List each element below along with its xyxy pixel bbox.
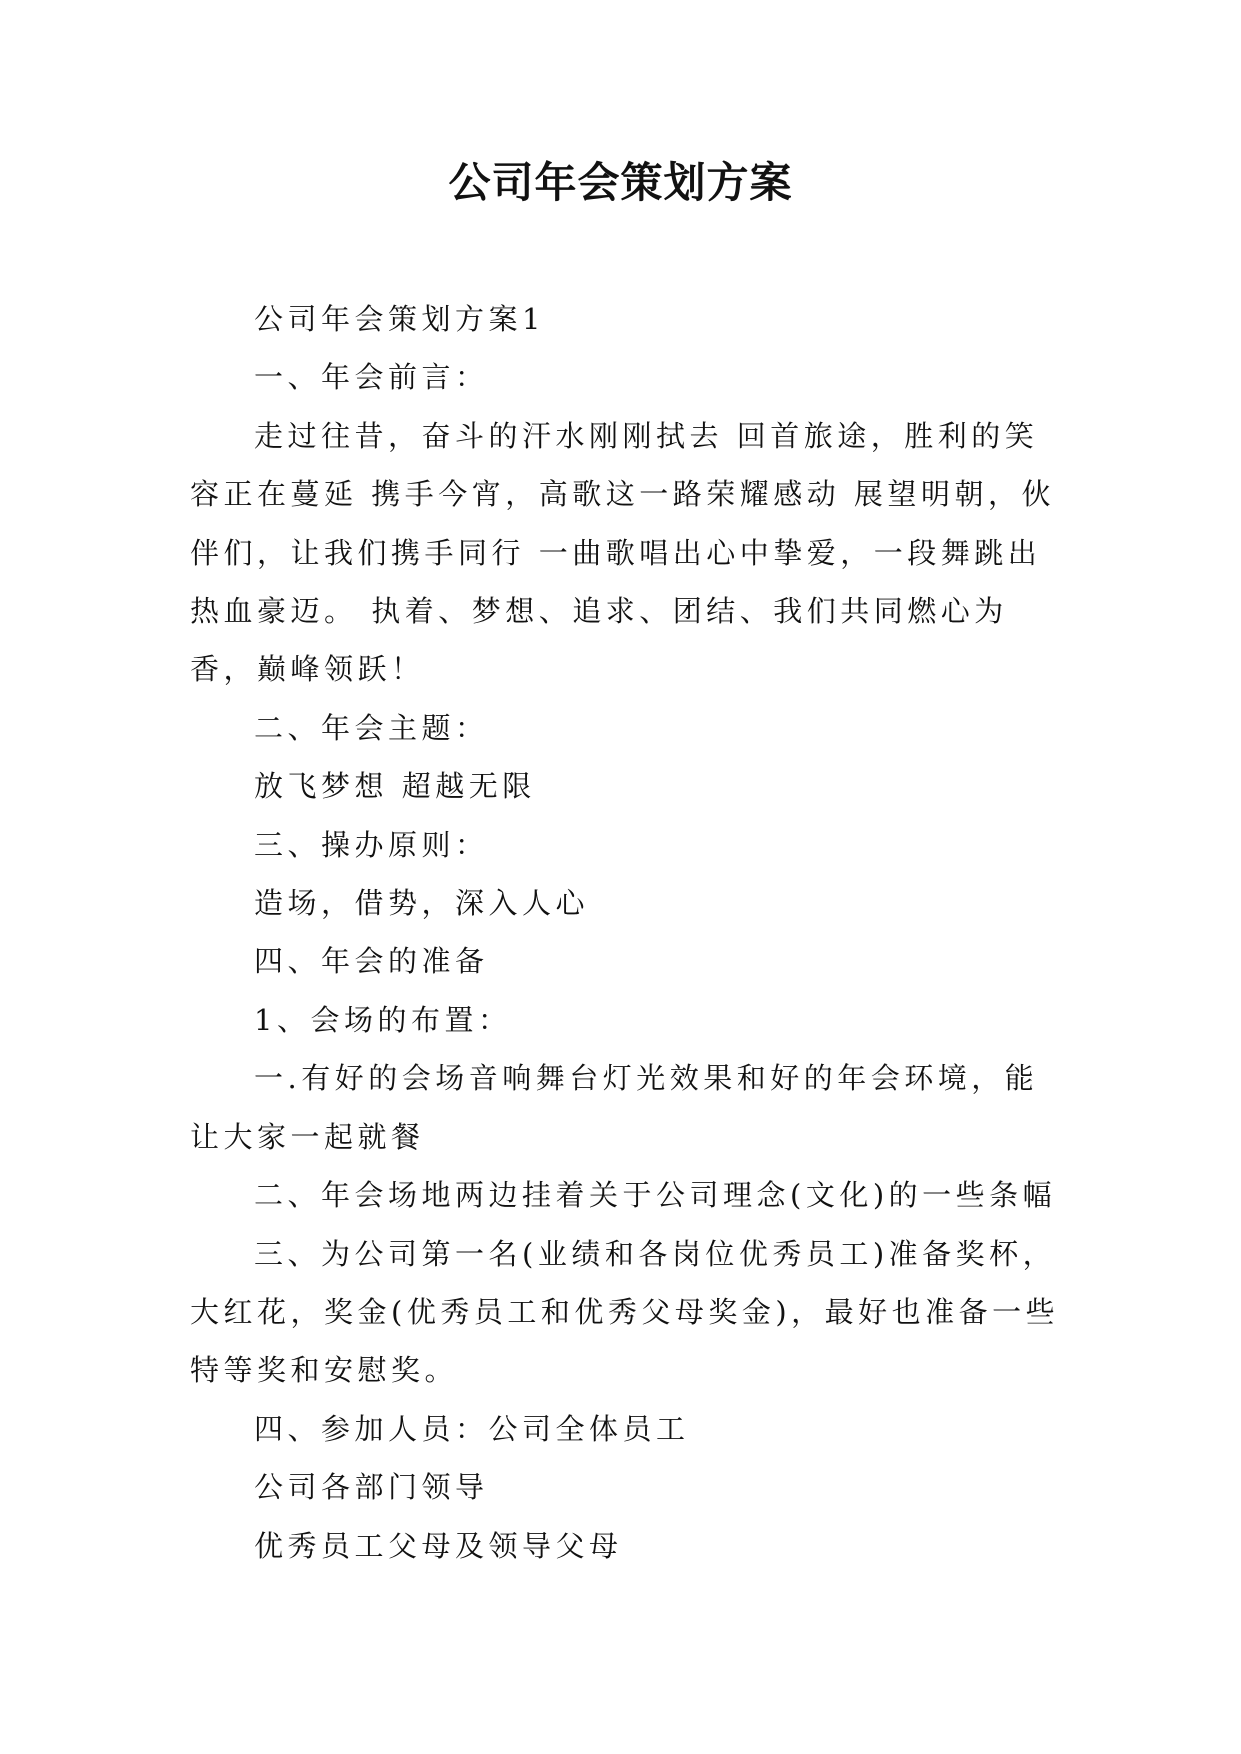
paragraph-preface-text: 走过往昔，奋斗的汗水刚刚拭去 回首旅途，胜利的笑容正在蔓延 携手今宵，高歌这一路荣耀感动 展望明朝，伙伴们，让我们携手同行 一曲歌唱出心中挚爱，一段舞跳出热血豪迈。 执着、梦想、追求、团结、我们共同燃心为香，巅峰领跃！ [190,418,1055,687]
paragraph-principles-text: 造场，借势，深入人心 [254,886,590,921]
document-body [190,290,1062,1575]
paragraph-participants-leaders: 公司各部门领导 [254,1470,489,1505]
paragraph-participants: 四、参加人员：公司全体员工 [254,1411,690,1446]
paragraph-section-preparation: 四、年会的准备 [254,944,489,979]
paragraph-venue-item-3: 三、为公司第一名(业绩和各岗位优秀员工)准备奖杯，大红花，奖金(优秀员工和优秀父母奖金)，最好也准备一些特等奖和安慰奖。 [190,1236,1060,1388]
document-title: 公司年会策划方案 [448,158,793,207]
paragraph-venue-item-1: 一.有好的会场音响舞台灯光效果和好的年会环境，能让大家一起就餐 [190,1061,1039,1154]
paragraph-participants-parents: 优秀员工父母及领导父母 [254,1528,623,1563]
paragraph-venue-heading: 1、会场的布置： [254,1002,512,1037]
paragraph-section-principles: 三、操办原则： [254,827,489,862]
paragraph-section-preface: 一、年会前言： [254,360,489,395]
paragraph-section-theme: 二、年会主题： [254,710,489,745]
paragraph-plan-heading: 公司年会策划方案1 [254,302,545,336]
paragraph-venue-item-2: 二、年会场地两边挂着关于公司理念(文化)的一些条幅 [254,1178,1057,1213]
paragraph-theme-text: 放飞梦想 超越无限 [254,769,536,804]
